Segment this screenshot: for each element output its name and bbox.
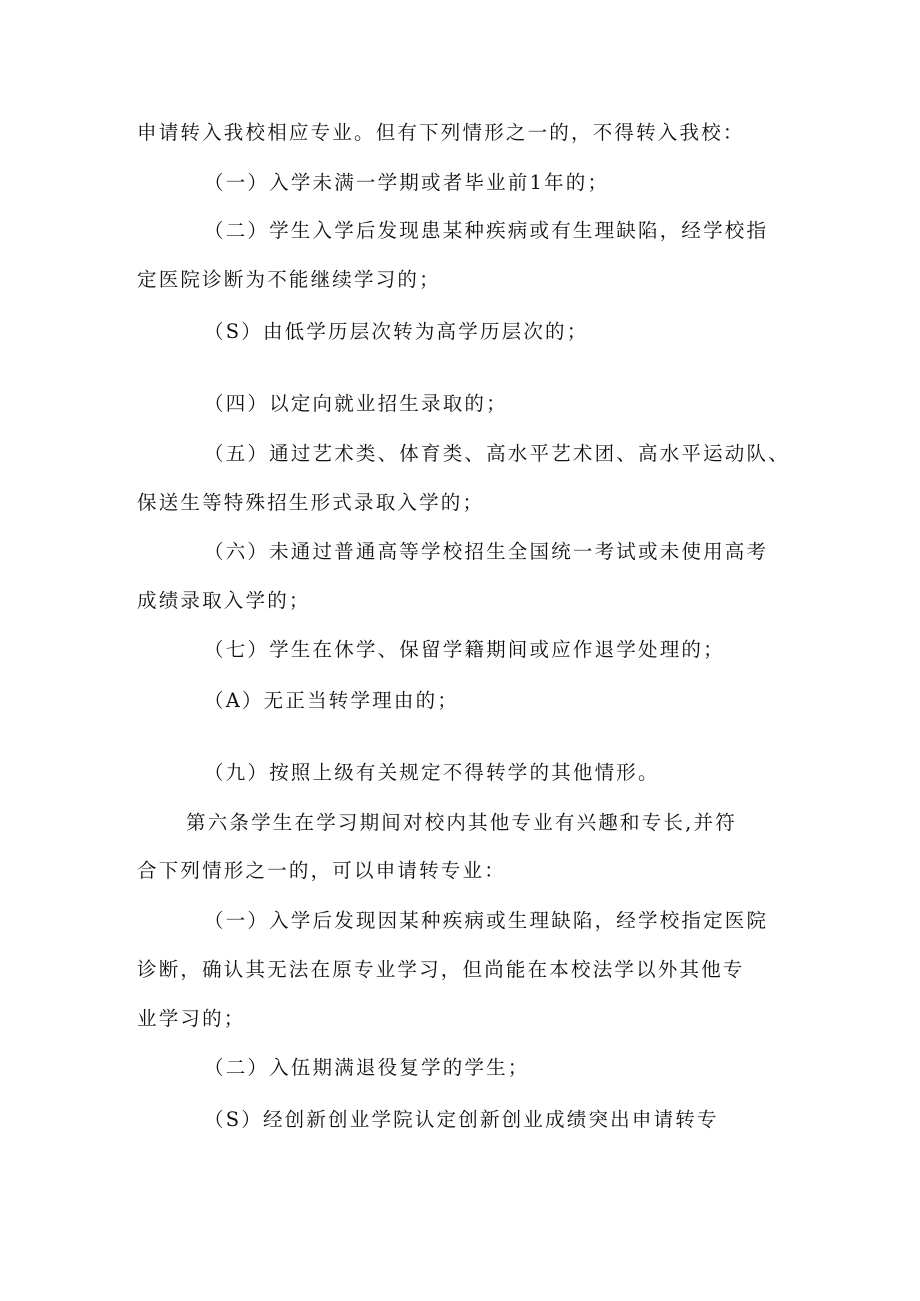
text-line-4: 定医院诊断为不能继续学习的； bbox=[137, 268, 441, 291]
text-line-19: （二）入伍期满退役复学的学生； bbox=[204, 1056, 530, 1079]
text-line-17: 诊断，确认其无法在原专业学习，但尚能在本校法学以外其他专 bbox=[137, 958, 745, 981]
text-line-3: （二）学生入学后发现患某种疾病或有生理缺陷，经学校指 bbox=[204, 219, 769, 242]
text-line-1: 申请转入我校相应专业。但有下列情形之一的，不得转入我校： bbox=[137, 121, 745, 144]
text-line-15: 合下列情形之一的，可以申请转专业： bbox=[137, 859, 506, 882]
text-line-6: （四）以定向就业招生录取的； bbox=[204, 392, 508, 415]
text-line-12: （A）无正当转学理由的； bbox=[204, 689, 459, 712]
text-line-10: 成绩录取入学的； bbox=[137, 589, 311, 612]
text-line-2: （一）入学未满一学期或者毕业前1年的； bbox=[204, 171, 610, 194]
text-line-7: （五）通过艺术类、体育类、高水平艺术团、高水平运动队、 bbox=[204, 442, 790, 465]
text-line-16: （一）入学后发现因某种疾病或生理缺陷，经学校指定医院 bbox=[204, 909, 769, 932]
text-line-14: 第六条学生在学习期间对校内其他专业有兴趣和专长,并符 bbox=[186, 811, 737, 834]
text-line-8: 保送生等特殊招生形式录取入学的； bbox=[137, 491, 485, 514]
text-line-20: （S）经创新创业学院认定创新创业成绩突出申请转专 bbox=[204, 1108, 719, 1131]
text-line-5: （S）由低学历层次转为高学历层次的； bbox=[204, 320, 589, 343]
text-line-18: 业学习的； bbox=[137, 1007, 246, 1030]
text-line-9: （六）未通过普通高等学校招生全国统一考试或未使用高考 bbox=[204, 540, 769, 563]
text-line-11: （七）学生在休学、保留学籍期间或应作退学处理的； bbox=[204, 638, 725, 661]
text-line-13: （九）按照上级有关规定不得转学的其他情形。 bbox=[204, 761, 660, 784]
